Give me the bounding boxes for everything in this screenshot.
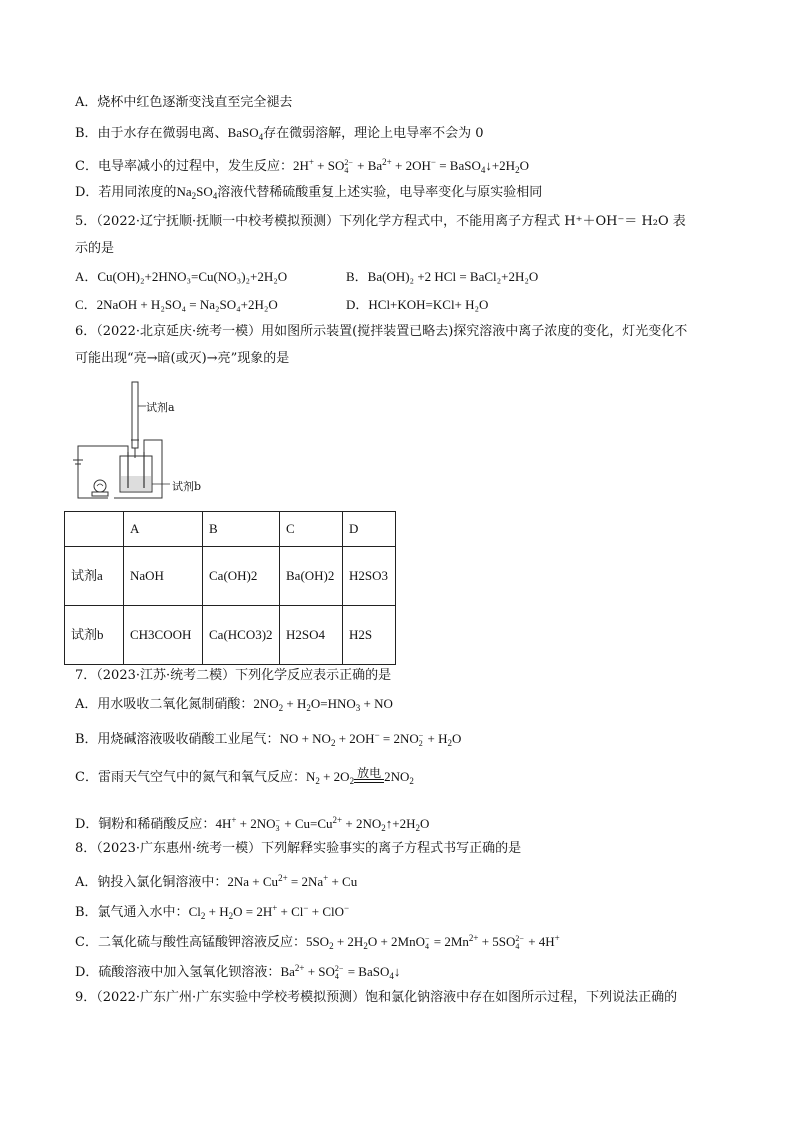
q4-option-c: C．电导率减小的过程中，发生反应：2H+ + SO 2− 4 + $Ba^{2+} + 2OH^-$ = $BaSO_4↓+2H_2O$ bbox=[75, 157, 529, 176]
q4-option-a-text: A．烧杯中红色逐渐变浅直至完全褪去 bbox=[75, 95, 293, 110]
table-cell: H2SO4 bbox=[280, 606, 343, 665]
q8-option-c: C．二氧化硫与酸性高锰酸钾溶液反应：$5SO_2 + 2H_2O + 2MnO$ − 4 = $2Mn^{2+} + 5SO$ 2− 4 + 4H+ bbox=[75, 933, 560, 952]
q4-c-equation: 2H+ + SO 2− 4 + $Ba^{2+} + 2OH^-$ = $BaSO_4↓+2H_2O$ bbox=[292, 157, 529, 176]
table-row bbox=[65, 606, 396, 665]
q5-option-d: D．HCl+KOH=KCl+ H₂O bbox=[346, 297, 489, 312]
table-cell: NaOH bbox=[124, 547, 203, 606]
discharge-condition: 放电 bbox=[357, 766, 382, 780]
table-header-row bbox=[65, 512, 396, 547]
q8-stem: 8．（2023·广东惠州·统考一模）下列解释实验事实的离子方程式书写正确的是 bbox=[75, 841, 522, 856]
q8-option-a: A．钠投入氯化铜溶液中：$2Na + Cu^{2+} = 2Na^+ + Cu$ bbox=[75, 873, 358, 890]
q9-stem: 9．（2022·广东广州·广东实验中学校考模拟预测）饱和氯化钠溶液中存在如图所示过程，下列说法正确的 bbox=[75, 990, 678, 1005]
q5-stem-cont: 示的是 bbox=[75, 241, 115, 256]
q5-option-c: C．2NaOH + H₂SO₄ = Na₂SO₄+2H₂O bbox=[75, 297, 278, 312]
table-cell: Ca(OH)2 bbox=[203, 547, 280, 606]
table-cell: H2S bbox=[343, 606, 396, 665]
q6-stem-cont: 可能出现“亮→暗(或灭)→亮”现象的是 bbox=[75, 351, 290, 366]
row-label-reagent-b: 试剂b bbox=[65, 606, 124, 665]
table-cell: Ba(OH)2 bbox=[280, 547, 343, 606]
q5-stem: 5．（2022·辽宁抚顺·抚顺一中校考模拟预测）下列化学方程式中，不能用离子方程式 H⁺＋OH⁻＝ H₂O 表 bbox=[75, 214, 686, 229]
q7-option-a: A．用水吸收二氧化氮制硝酸：$2NO_2 + H_2O=HNO_3$ + NO bbox=[75, 696, 393, 713]
table-header-a: A bbox=[124, 512, 203, 547]
q4-option-d: D．若用同浓度的$Na_2SO_4$溶液代替稀硫酸重复上述实验，电导率变化与原实验相同 bbox=[75, 184, 543, 201]
table-cell: H2SO3 bbox=[343, 547, 396, 606]
q7-option-c: C．雷雨天气空气中的氮气和氧气反应：$N_2 + 2O_2$ 放电 $2NO_2$ bbox=[75, 766, 414, 786]
q7-option-d: D．铜粉和稀硝酸反应：4H+ + 2NO − 3 + $Cu=Cu^{2+}$ + $2NO_2↑+2H_2O$ bbox=[75, 815, 430, 834]
q6-stem: 6．（2022·北京延庆·统考一模）用如图所示装置(搅拌装置已略去)探究溶液中离子浓度的变化，灯光变化不 bbox=[75, 324, 688, 339]
label-reagent-b: 试剂b bbox=[172, 480, 202, 493]
row-label-reagent-a: 试剂a bbox=[65, 547, 124, 606]
label-reagent-a: 试剂a bbox=[146, 401, 175, 414]
table-header-b: B bbox=[203, 512, 280, 547]
table-cell: CH3COOH bbox=[124, 606, 203, 665]
q8-option-d: D．硫酸溶液中加入氢氧化钡溶液：$Ba^{2+}$ + SO 2− 4 = BaSO$_4$↓ bbox=[75, 963, 401, 982]
q5-option-a: A．Cu(OH)₂+2HNO₃=Cu(NO₃)₂+2H₂O bbox=[75, 269, 288, 284]
q8-option-b: B．氯气通入水中：$Cl_2 + H_2O = 2H^+ + Cl^- + ClO^-$ bbox=[75, 903, 350, 921]
q4-option-b: B．由于水存在微弱电离、BaSO$_4$存在微弱溶解，理论上电导率不会为 0 bbox=[75, 125, 484, 142]
table-cell bbox=[65, 512, 124, 547]
reagent-table bbox=[64, 511, 396, 665]
q7-stem: 7．（2023·江苏·统考二模）下列化学反应表示正确的是 bbox=[75, 668, 392, 683]
table-header-d: D bbox=[343, 512, 396, 547]
q4-option-a bbox=[75, 94, 292, 112]
q5-option-b: B．Ba(OH)₂ +2 HCl = BaCl₂+2H₂O bbox=[346, 269, 539, 284]
table-cell: Ca(HCO3)2 bbox=[203, 606, 280, 665]
table-row bbox=[65, 547, 396, 606]
table-header-c: C bbox=[280, 512, 343, 547]
q7-option-b: B．用烧碱溶液吸收硝酸工业尾气：NO + $NO_2 + 2OH^- = 2NO$ − 2 + $H_2O$ bbox=[75, 730, 462, 749]
